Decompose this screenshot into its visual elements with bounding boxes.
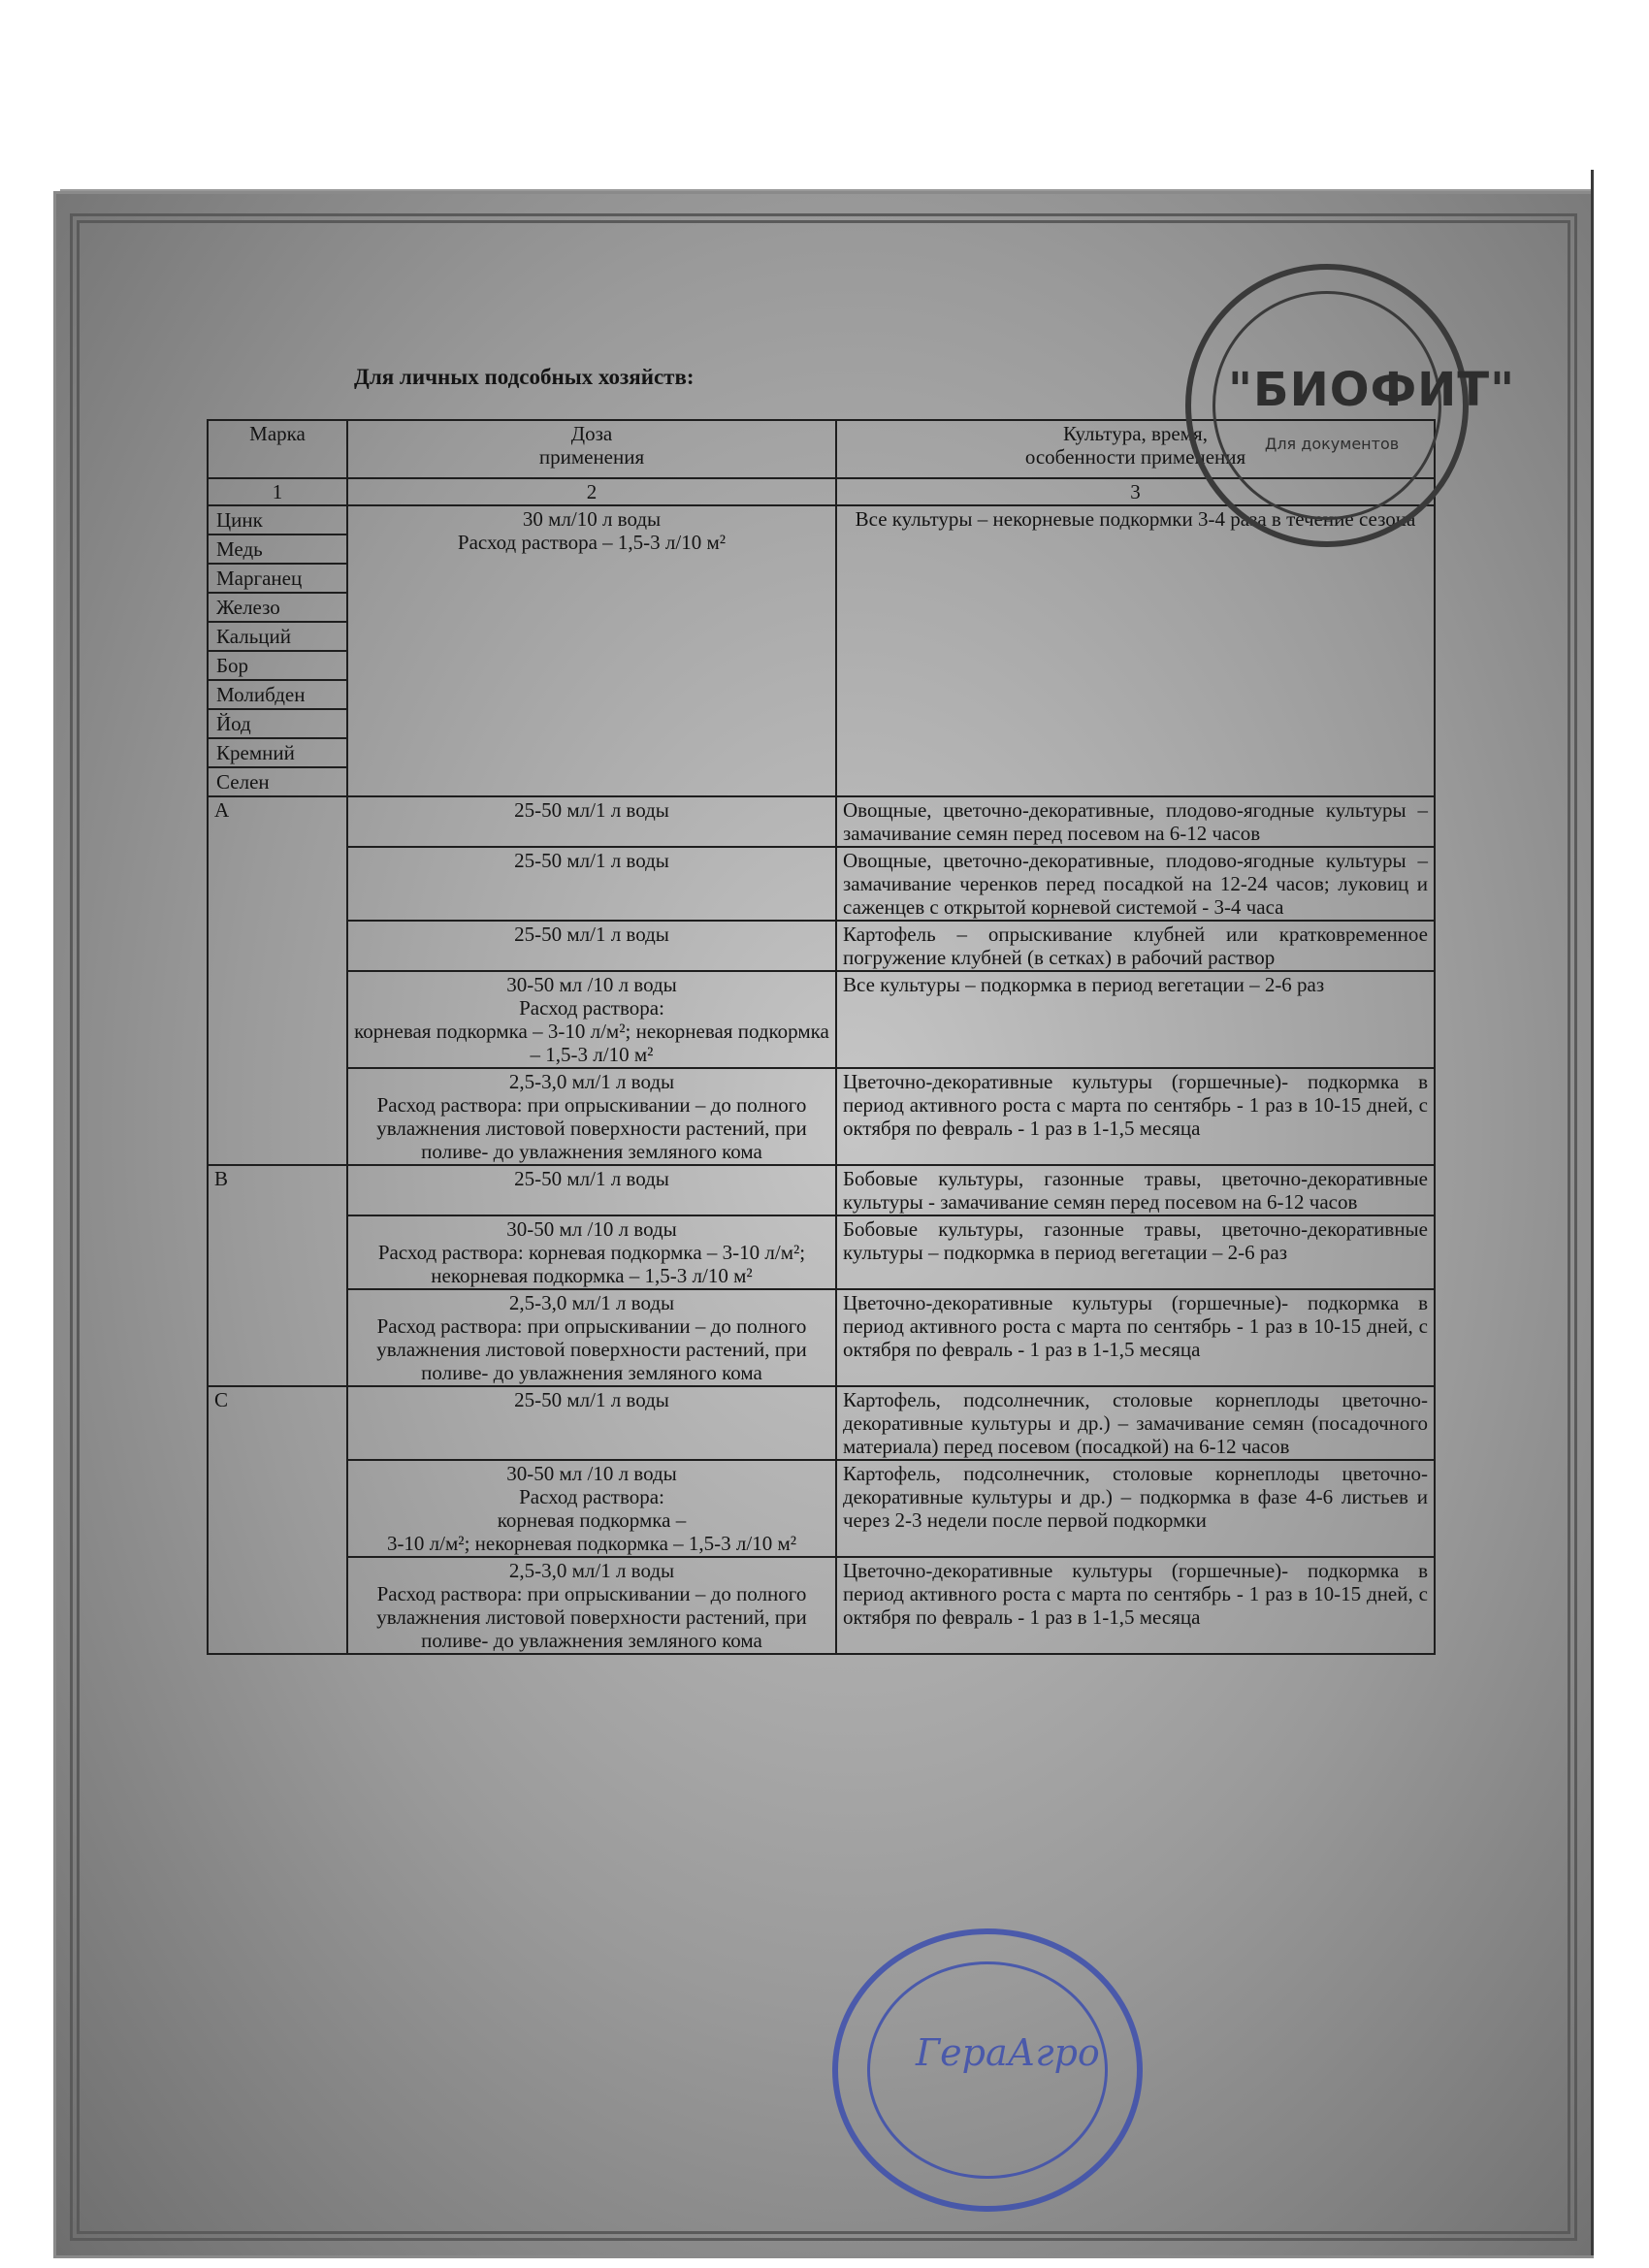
scan-edge-line	[60, 189, 1591, 191]
header-mark: Марка	[208, 420, 347, 478]
dose-cell: 30-50 мл /10 л воды Расход раствора: корневая подкормка – 3-10 л/м²; некорневая подкормка – 1,5-3 л/10 м²	[347, 971, 836, 1068]
culture-cell: Картофель, подсолнечник, столовые корнеплоды цветочно-декоративные культуры и др.) – подкормка в фазе 4-6 листьев и через 2-3 недели после первой подкормки	[836, 1460, 1435, 1557]
table-row	[208, 1557, 1435, 1654]
mark-cell: А	[208, 796, 347, 1165]
table-row	[208, 796, 1435, 847]
culture-cell: Цветочно-декоративные культуры (горшечные)- подкормка в период активного роста с марта по сентябрь - 1 раз в 10-15 дней, с октября по февраль - 1 раз в 1-1,5 месяца	[836, 1068, 1435, 1165]
dose-cell: 30-50 мл /10 л воды Расход раствора: корневая подкормка – 3-10 л/м²; некорневая подкормка – 1,5-3 л/10 м²	[347, 1215, 836, 1289]
table-row	[208, 971, 1435, 1068]
table-row-micro	[208, 505, 1435, 796]
element-name: Цинк	[209, 506, 346, 535]
mark-cell: В	[208, 1165, 347, 1386]
element-name: Медь	[209, 535, 346, 565]
geraagro-stamp	[832, 1928, 1143, 2212]
culture-cell: Цветочно-декоративные культуры (горшечные)- подкормка в период активного роста с марта по сентябрь - 1 раз в 10-15 дней, с октября по февраль - 1 раз в 1-1,5 месяца	[836, 1289, 1435, 1386]
dosage-table	[207, 419, 1436, 1655]
element-list	[208, 505, 347, 796]
culture-cell: Бобовые культуры, газонные травы, цветочно-декоративные культуры - замачивание семян перед посевом на 6-12 часов	[836, 1165, 1435, 1215]
dose-cell: 25-50 мл/1 л воды	[347, 796, 836, 847]
header-culture: Культура, время, особенности применения	[836, 420, 1435, 478]
culture-cell: Картофель, подсолнечник, столовые корнеплоды цветочно-декоративные культуры и др.) – замачивание семян (посадочного материала) перед посевом (посадкой) на 6-12 часов	[836, 1386, 1435, 1460]
dose-cell: 30-50 мл /10 л воды Расход раствора: корневая подкормка – 3-10 л/м²; некорневая подкормка – 1,5-3 л/10 м²	[347, 1460, 836, 1557]
stamp-name: ГераАгро	[916, 2031, 1100, 2074]
culture-cell: Все культуры – подкормка в период вегетации – 2-6 раз	[836, 971, 1435, 1068]
table-row	[208, 1386, 1435, 1460]
element-name: Железо	[209, 594, 346, 623]
dose-cell: 25-50 мл/1 л воды	[347, 1386, 836, 1460]
element-name: Молибден	[209, 681, 346, 710]
table-row	[208, 1215, 1435, 1289]
element-name: Кальций	[209, 623, 346, 652]
table-row	[208, 1460, 1435, 1557]
element-name: Марганец	[209, 565, 346, 594]
culture-cell: Бобовые культуры, газонные травы, цветочно-декоративные культуры – подкормка в период вегетации – 2-6 раз	[836, 1215, 1435, 1289]
dose-cell: 25-50 мл/1 л воды	[347, 1165, 836, 1215]
dose-cell: 30 мл/10 л воды Расход раствора – 1,5-3 л/10 м²	[347, 505, 836, 796]
stamp-sub: Для документов	[1264, 435, 1400, 453]
culture-cell: Овощные, цветочно-декоративные, плодово-ягодные культуры – замачивание семян перед посевом на 6-12 часов	[836, 796, 1435, 847]
culture-cell: Овощные, цветочно-декоративные, плодово-ягодные культуры – замачивание черенков перед посадкой на 12-24 часов; луковиц и саженцев с открытой корневой системой - 3-4 часа	[836, 847, 1435, 921]
header-dose: Доза применения	[347, 420, 836, 478]
column-number: 2	[347, 478, 836, 505]
page-heading: Для личных подсобных хозяйств:	[354, 365, 695, 389]
table-row	[208, 1068, 1435, 1165]
element-name: Селен	[216, 770, 270, 794]
scan-edge-line	[1591, 170, 1594, 2255]
table-row	[208, 1289, 1435, 1386]
dose-cell: 25-50 мл/1 л воды	[347, 847, 836, 921]
column-number: 3	[836, 478, 1435, 505]
culture-cell: Картофель – опрыскивание клубней или кратковременное погружение клубней (в сетках) в рабочий раствор	[836, 921, 1435, 971]
biofit-stamp	[1185, 264, 1516, 547]
group-rows	[208, 796, 1435, 1654]
element-name: Бор	[209, 652, 346, 681]
table-row	[208, 1165, 1435, 1215]
stamp-name: "БИОФИТ"	[1228, 363, 1516, 417]
dose-cell: 25-50 мл/1 л воды	[347, 921, 836, 971]
element-name: Кремний	[209, 739, 346, 768]
element-name: Йод	[209, 710, 346, 739]
dose-cell: 2,5-3,0 мл/1 л воды Расход раствора: при опрыскивании – до полного увлажнения листовой поверхности растений, при поливе- до увлажнения земляного кома	[347, 1557, 836, 1654]
culture-cell: Все культуры – некорневые подкормки 3-4 раза в течение сезона	[836, 505, 1435, 796]
culture-cell: Цветочно-декоративные культуры (горшечные)- подкормка в период активного роста с марта по сентябрь - 1 раз в 10-15 дней, с октября по февраль - 1 раз в 1-1,5 месяца	[836, 1557, 1435, 1654]
dose-cell: 2,5-3,0 мл/1 л воды Расход раствора: при опрыскивании – до полного увлажнения листовой поверхности растений, при поливе- до увлажнения земляного кома	[347, 1068, 836, 1165]
table-row	[208, 921, 1435, 971]
table-row	[208, 847, 1435, 921]
column-number: 1	[208, 478, 347, 505]
mark-cell: С	[208, 1386, 347, 1654]
dose-cell: 2,5-3,0 мл/1 л воды Расход раствора: при опрыскивании – до полного увлажнения листовой поверхности растений, при поливе- до увлажнения земляного кома	[347, 1289, 836, 1386]
